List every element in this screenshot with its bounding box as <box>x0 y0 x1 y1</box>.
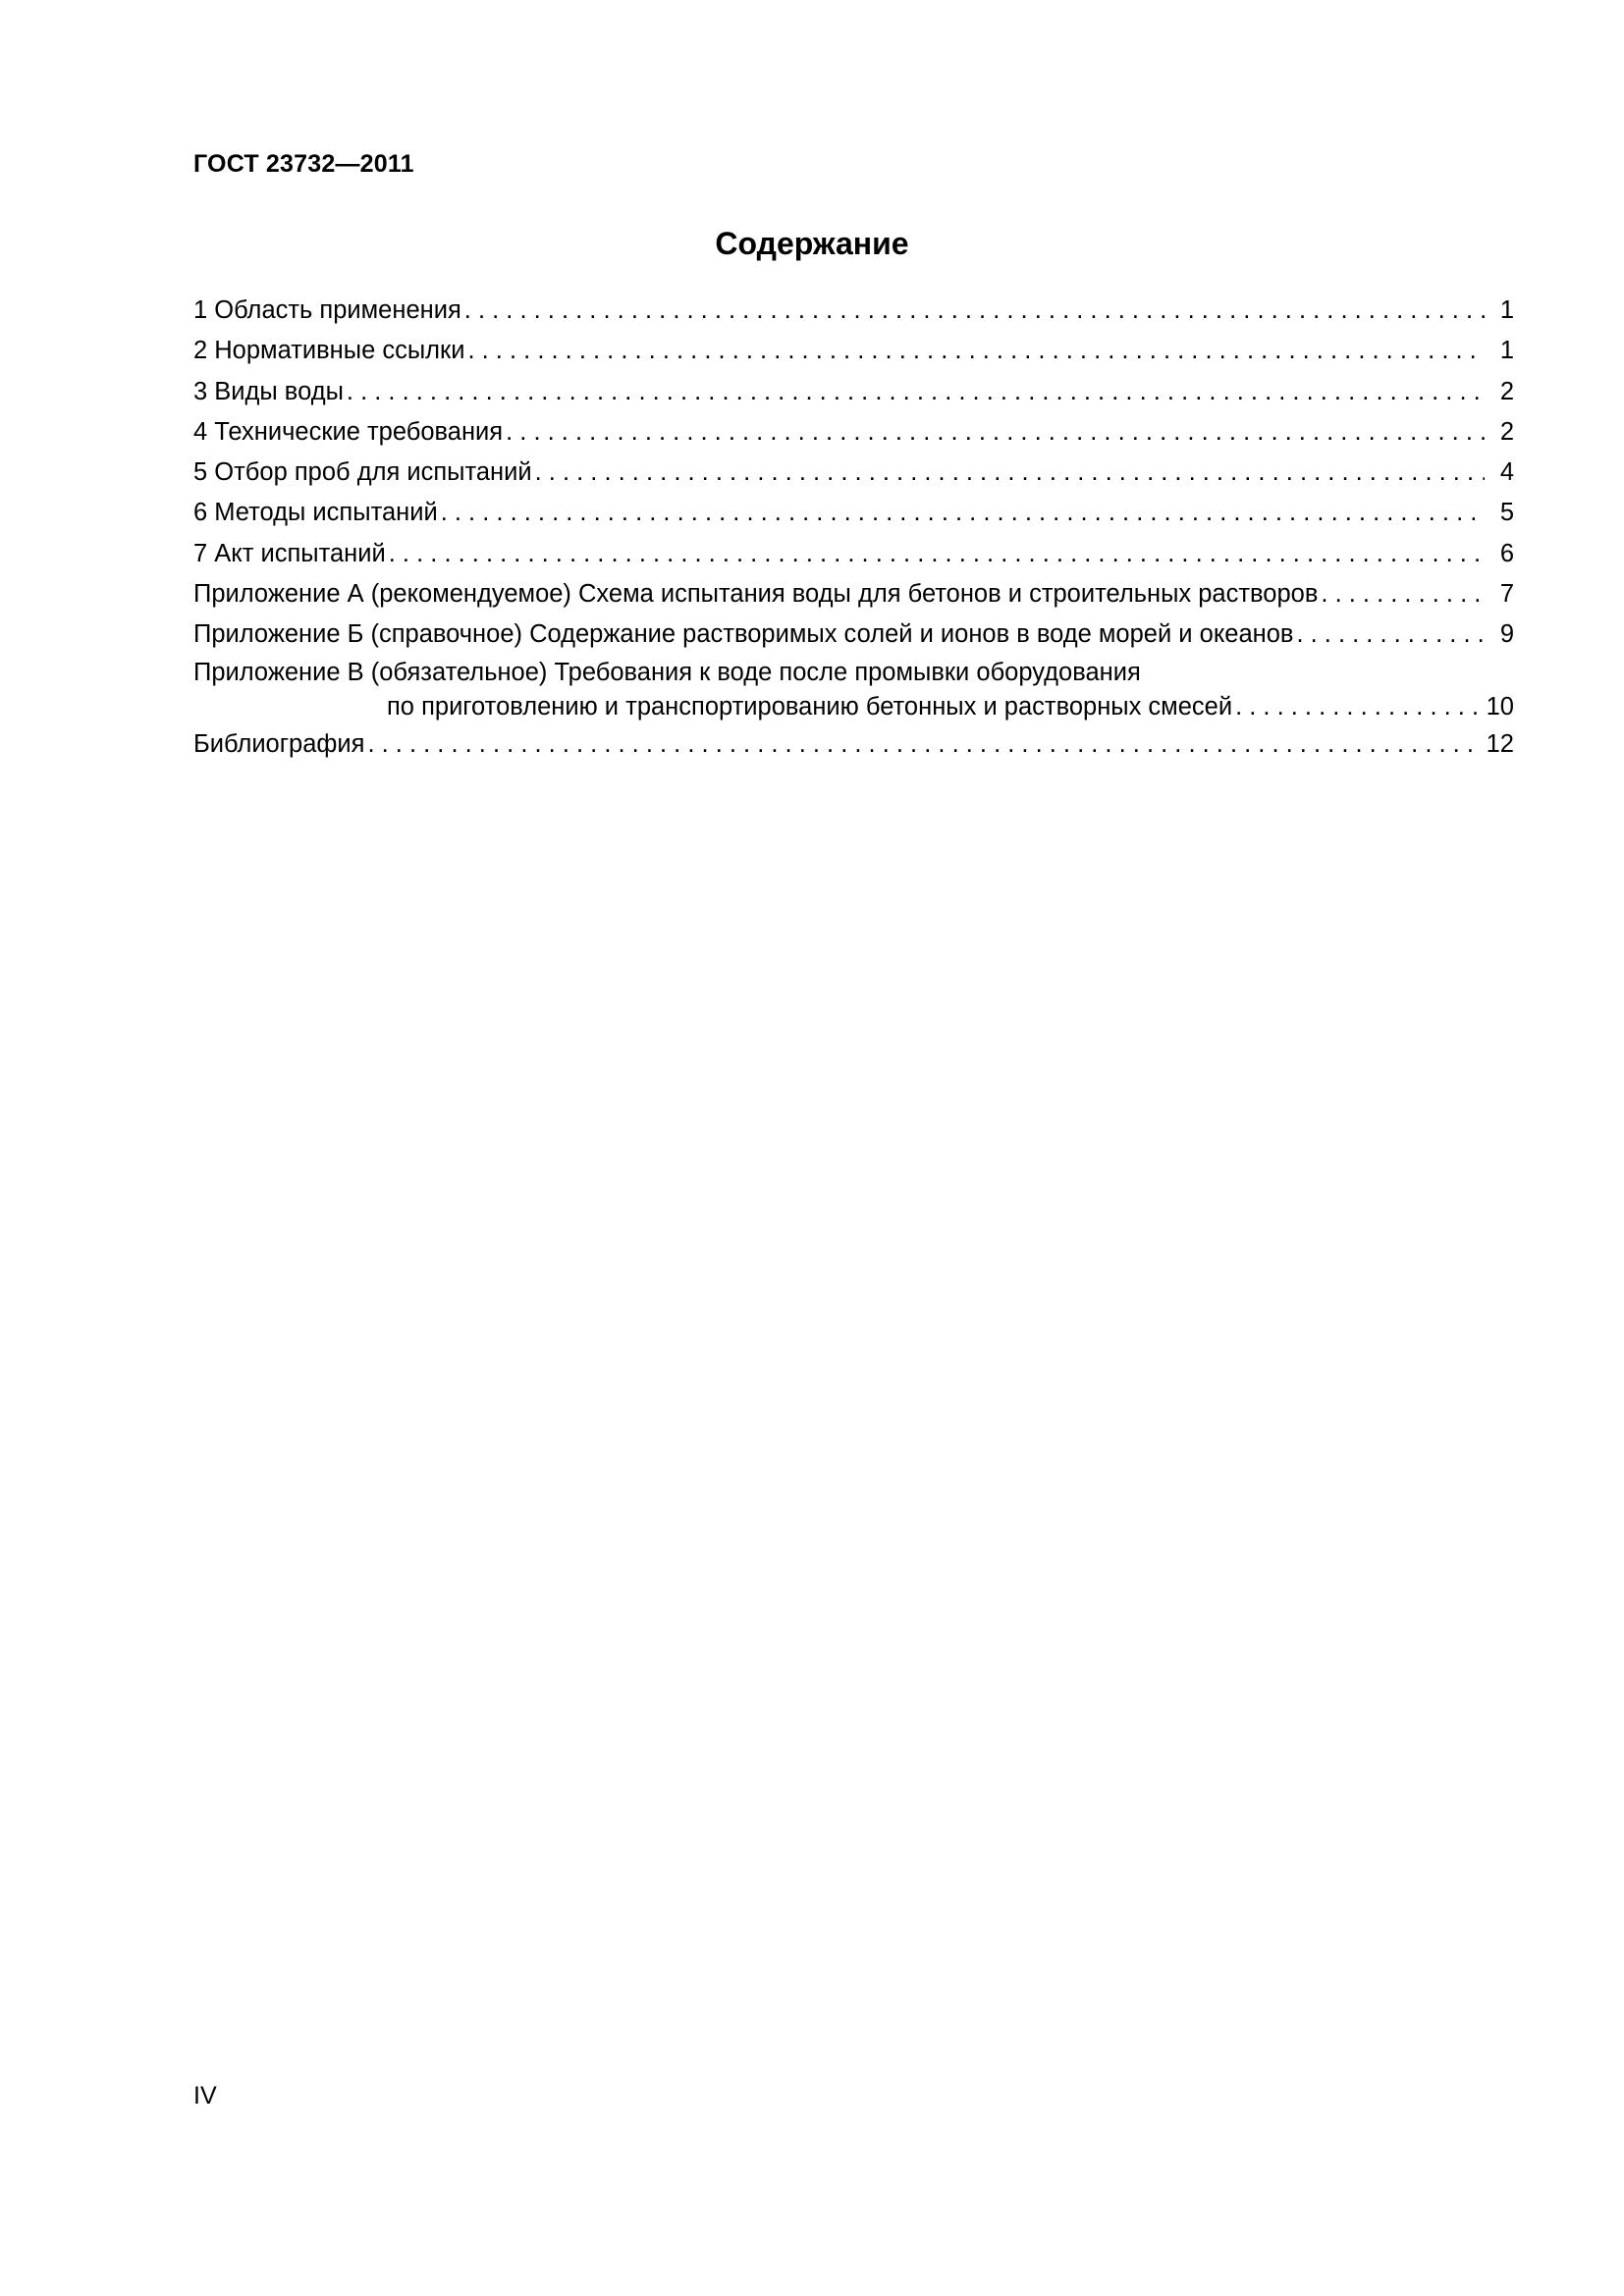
toc-leader-dots <box>1296 614 1485 655</box>
toc-leader-dots <box>441 493 1485 533</box>
toc-entry-page: 9 <box>1499 620 1514 649</box>
toc-entry-page: 12 <box>1486 729 1514 758</box>
toc-leader-dots <box>1321 574 1485 614</box>
toc-entry[interactable] <box>193 574 1514 614</box>
toc-entry-text: Приложение Б (справочное) Содержание растворимых солей и ионов в воде морей и океанов <box>193 620 1294 649</box>
toc-entry[interactable] <box>193 291 1514 331</box>
toc-leader-dots <box>464 291 1485 331</box>
toc-entry[interactable] <box>193 331 1514 371</box>
toc-entry-page: 10 <box>1486 692 1514 721</box>
toc-entry-text: 2 Нормативные ссылки <box>193 337 465 365</box>
toc-entry[interactable] <box>193 614 1514 655</box>
toc-entry[interactable] <box>193 724 1514 765</box>
page-number: IV <box>193 2082 217 2109</box>
toc-entry-page: 2 <box>1499 377 1514 405</box>
toc-entry-page: 1 <box>1499 337 1514 365</box>
toc-entry-text: Приложение А (рекомендуемое) Схема испытания воды для бетонов и строительных растворов <box>193 580 1319 609</box>
toc-entry-text: Библиография <box>193 729 365 758</box>
toc-entry-page: 6 <box>1499 539 1514 567</box>
toc-entry-page: 4 <box>1499 458 1514 487</box>
toc-entry-text: 7 Акт испытаний <box>193 539 386 567</box>
toc-entry-continuation[interactable] <box>193 690 1514 724</box>
toc-entry-page: 1 <box>1499 296 1514 324</box>
toc-leader-dots <box>506 412 1485 453</box>
toc-entry-text: 6 Методы испытаний <box>193 499 438 527</box>
table-of-contents <box>193 291 1514 765</box>
toc-leader-dots <box>347 372 1485 412</box>
toc-leader-dots <box>1235 690 1481 724</box>
toc-leader-dots <box>467 331 1485 371</box>
toc-entry-text: 4 Технические требования <box>193 417 504 446</box>
toc-entry-continuation-text: по приготовлению и транспортированию бетонных и растворных смесей <box>387 692 1233 721</box>
toc-leader-dots <box>367 724 1480 765</box>
toc-entry[interactable] <box>193 372 1514 412</box>
toc-entry[interactable] <box>193 656 1514 690</box>
toc-entry-text: 5 Отбор проб для испытаний <box>193 458 532 487</box>
toc-entry-page: 7 <box>1499 580 1514 609</box>
toc-entry[interactable] <box>193 453 1514 493</box>
toc-entry[interactable] <box>193 493 1514 533</box>
toc-entry[interactable] <box>193 534 1514 574</box>
toc-entry-text: 1 Область применения <box>193 296 461 324</box>
toc-leader-dots <box>389 534 1485 574</box>
toc-entry-text: Приложение В (обязательное) Требования к воде после промывки оборудования <box>193 658 1141 686</box>
toc-entry-page: 5 <box>1499 499 1514 527</box>
toc-entry-page: 2 <box>1499 417 1514 446</box>
document-id: ГОСТ 23732—2011 <box>193 150 414 178</box>
toc-entry[interactable] <box>193 412 1514 453</box>
toc-entry-text: 3 Виды воды <box>193 377 344 405</box>
toc-leader-dots <box>535 453 1485 493</box>
toc-title: Содержание <box>715 226 909 261</box>
